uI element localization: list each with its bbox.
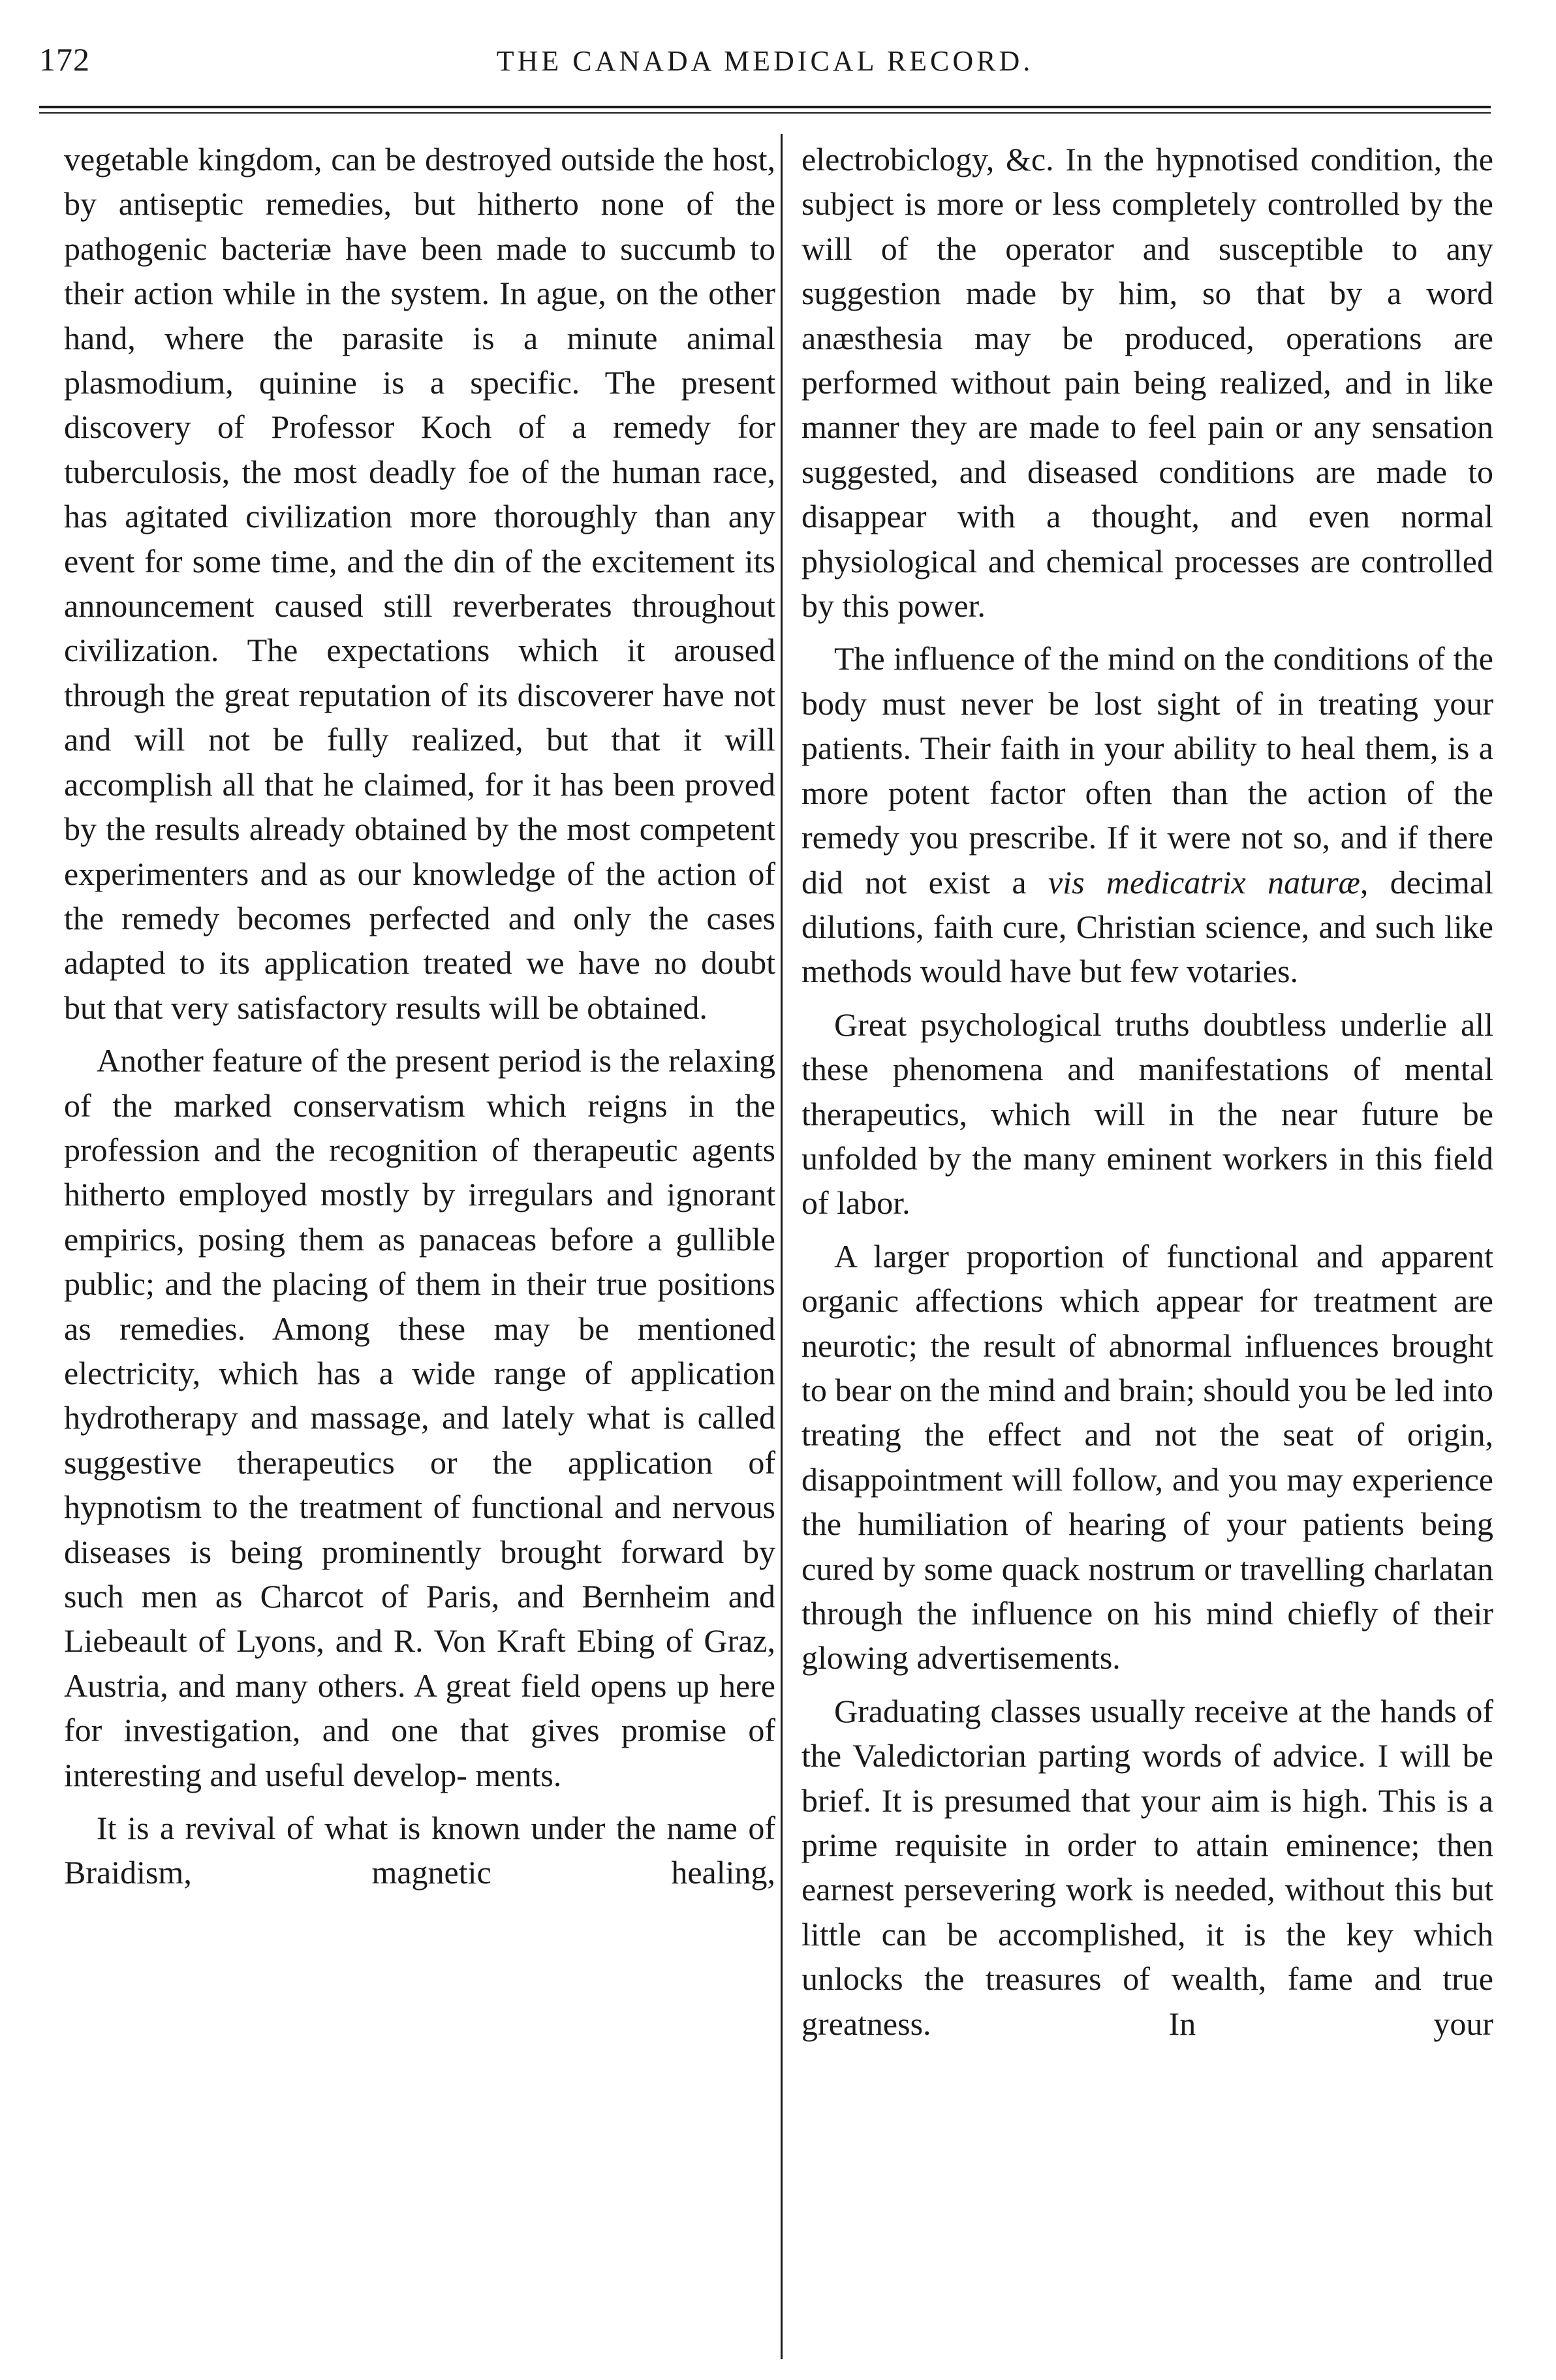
- right-paragraph-1: electrobiclogy, &c. In the hypnotised condition, the subject is more or less completely controlled by the will of the operator and susceptible to any suggestion made by him, so that by a word anæsthesia may be produced, operations are performed without pain being realized, and in like manner they are made to feel pain or any sensation suggested, and diseased conditions are made to disappear with a thought, and even normal physiological and chemical processes are controlled by this power.: [801, 141, 1493, 625]
- left-paragraph-1: vegetable kingdom, can be destroyed outside the host, by antiseptic remedies, but hitherto none of the pathogenic bacteriæ have been made to succumb to their action while in the system. In ague, on the other hand, where the parasite is a minute animal plasmodium, quinine is a specific. The present discovery of Professor Koch of a remedy for tuberculosis, the most deadly foe of the human race, has agitated civilization more thoroughly than any event for some time, and the din of the excitement its announcement caused still reverberates throughout civilization. The expectations which it aroused through the great reputation of its discoverer have not and will not be fully realized, but that it will accomplish all that he claimed, for it has been proved by the results already obtained by the most competent experimenters and as our knowledge of the action of the remedy becomes perfected and only the cases adapted to its application treated we have no doubt but that very satisfactory results will be obtained.: [64, 141, 775, 1026]
- right-column: [801, 137, 1493, 2356]
- left-column: [64, 137, 775, 2356]
- journal-title: THE CANADA MEDICAL RECORD.: [496, 45, 1034, 77]
- header-rule-thin: [39, 112, 1491, 114]
- running-head: [39, 40, 1491, 86]
- header-rule: [39, 106, 1491, 108]
- right-paragraph-5: Graduating classes usually receive at the hands of the Valedictorian parting words of advice. I will be brief. It is presumed that your aim is high. This is a prime requisite in order to attain eminence; then earnest persevering work is needed, without this but little can be accomplished, it is the key which unlocks the treasures of wealth, fame and true greatness. In your: [801, 1692, 1493, 2042]
- right-paragraph-2: [801, 636, 1493, 993]
- right-paragraph-2-text-b: , decimal dilutions, faith cure, Christian science, and such like methods would have but few votaries.: [801, 863, 1493, 990]
- right-paragraph-4: A larger proportion of functional and apparent organic affections which appear for treatment are neurotic; the result of abnormal influences brought to bear on the mind and brain; should you be led into treating the effect and not the seat of origin, disappointment will follow, and you may experience the humiliation of hearing of your patients being cured by some quack nostrum or travelling charlatan through the influence on his mind chiefly of their glowing advertisements.: [801, 1237, 1493, 1677]
- left-paragraph-3: It is a revival of what is known under the name of Braidism, magnetic healing,: [64, 1810, 775, 1891]
- latin-phrase: vis medicatrix naturæ: [1048, 863, 1360, 901]
- right-paragraph-2-text-a: The influence of the mind on the conditions of the body must never be lost sight of in treating your patients. Their faith in your ability to heal them, is a more potent factor often than the action of the remedy you prescribe. If it were not so, and if there did not exist a: [801, 640, 1493, 901]
- column-divider: [781, 134, 783, 2359]
- right-paragraph-3: Great psychological truths doubtless underlie all these phenomena and manifestations of mental therapeutics, which will in the near future be unfolded by the many eminent workers in this field of labor.: [801, 1006, 1493, 1222]
- left-paragraph-2: Another feature of the present period is the relaxing of the marked conservatism which reigns in the profession and the recognition of therapeutic agents hitherto employed mostly by irregulars and ignorant empirics, posing them as panaceas before a gullible public; and the placing of them in their true positions as remedies. Among these may be mentioned electricity, which has a wide range of application hydrotherapy and massage, and lately what is called suggestive therapeutics or the application of hypnotism to the treatment of functional and nervous diseases is being prominently brought forward by such men as Charcot of Paris, and Bernheim and Liebeault of Lyons, and R. Von Kraft Ebing of Graz, Austria, and many others. A great field opens up here for investigation, and one that gives promise of interesting and useful develop- ments.: [64, 1042, 775, 1793]
- page-number: 172: [39, 41, 90, 78]
